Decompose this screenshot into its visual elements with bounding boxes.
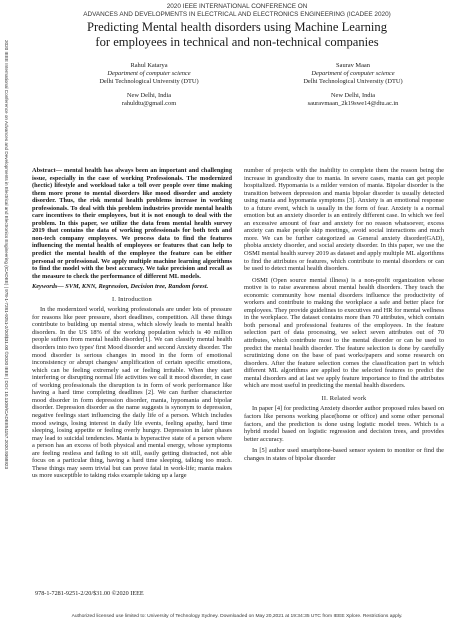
section-heading-introduction: I. Introduction [112, 295, 152, 303]
title-line2: for employees in technical and non-technical companies [95, 34, 379, 49]
license-footer: Authorized licensed use limited to: University of Technology Sydney. Downloaded on May 20,2021 at 19:34:35 UTC from IEEE Xplore. Restrictions apply. [71, 614, 403, 619]
author-department: Department of computer science [107, 69, 191, 77]
author-name: Rahul Katarya [130, 62, 168, 69]
related-work-paragraph-2: In [5] author used smartphone-based sensor system to monitor or find the changes in states of bipolar disorder [244, 447, 444, 462]
side-citation-strip [1, 40, 10, 600]
keywords: Keywords— SVM, KNN, Regression, Decision tree, Random forest. [32, 283, 209, 291]
side-citation-text: 2020 IEEE International Conference on Advances and Developments in Electrical and Electronics Engineering (ICADEE) | 978-1-7281-9251-2/20/$31.00 ©2020 IEEE | DOI: 10.1109/ICADEE51157.2020.9368923 [4, 40, 9, 470]
author-department: Department of computer science [311, 69, 395, 77]
author-name: Saurav Maan [336, 62, 370, 69]
author-email: rahuldtu@gmail.com [121, 99, 177, 107]
author-city: New Delhi, India [330, 91, 376, 99]
abstract: Abstract— mental health has always been an important and challenging issue, especially in the case of working Professionals. The modernized (hectic) lifestyle and workload take a toll over people over time making them more prone to mental disorders like mood disorder and anxiety disorder. Thus, the risk mental health problems increase in working professionals. To deal with this problem industries provide mental health care incentives to their employees, but it is not enough to deal with the problem. In this paper, we utilize the data from mental health survey 2019 that contains the data of working professionals for both tech and non-tech company employees. We process data to find the features influencing the mental health of employees or features that can help to predict the mental health of the employee the feature can be either personal or professional. We apply multiple machine learning algorithms to find the model with the best accuracy. We take precision and recall as the measure to check the performance of different ML models. [32, 167, 232, 280]
intro-paragraph: In the modernized world, working professionals are under lots of pressure for reasons like peer pressure, short deadlines, competition. All these things contribute to building up mental stress, which slowly leads to mental health disorders. In the US 18% of the working population which is 40 million people suffers from mental health disorder[1]. We can classify mental health disorders into two types' first Mood disorder and second Anxiety disorder. The mood disorder is serious changes in mood in the form of emotional inconsistency or abrupt changes/ amplification of certain specific emotions, which can be feeling extremely sad or feeling irritable. When they start interfering or disrupting normal life activities we call it mood disorder, in case of working professionals the disruption is in form of work performance like having a hard time completing deadlines [2]. We can further characterize mood disorder in form depression disorder, mania, hypomania and bipolar disorder. Depression disorder as the name suggests is synonym to depression, negative feelings start influencing the daily life of a person. Which includes mood swings, losing interest in daily life events, feeling apathy, hard time sleeping, losing appetite or feeling overly hungry. Depression in later phases may lead to suicidal tendencies. Mania is hyperactive state of a person where a person has an excess of both physical and mental energy, whose symptoms are feeling restless and failing to sit still, easily getting distracted, not able focus on a particular thing, having a hard time sleeping, talking too much. These things may seem trivial but can prove fatal in work-life; mania makes us more susceptible to taking risks example taking up a large [32, 306, 232, 480]
author-block-1 [64, 62, 234, 108]
conference-header-line1: 2020 IEEE INTERNATIONAL CONFERENCE ON [166, 3, 308, 10]
conference-header-line2: ADVANCES AND DEVELOPMENTS IN ELECTRICAL AND ELECTRONICS ENGINEERING (ICADEE 2020) [83, 10, 391, 18]
right-column [244, 167, 444, 462]
author-city: New Delhi, India [126, 91, 172, 99]
related-work-paragraph-1: In paper [4] for predicting Anxiety disorder author proposed rules based on factors like persons working place(home or office) and some other personal factors, and the prediction is done using logistic model trees. Which is a hybrid model based on logistic regression and decision trees, and provides better accuracy. [244, 405, 444, 443]
author-organization: Delhi Technological University (DTU) [99, 77, 199, 85]
author-email: sauravmaan_2k19swe14@dtu.ac.in [307, 99, 399, 107]
title-line1: Predicting Mental health disorders using Machine Learning [86, 20, 388, 34]
author-organization: Delhi Technological University (DTU) [303, 77, 403, 85]
isbn-line: 978-1-7281-9251-2/20/$31.00 ©2020 IEEE [35, 590, 144, 597]
author-block-2 [268, 62, 438, 108]
osmi-paragraph: OSMI (Open source mental illness) is a non-profit organization whose motive is to raise awareness about mental health disorders. They teach the economic community how mental disorders influence the productivity of workers and contribute to making the workplace a safe and better place for employees. They provide guidelines to executives and HR for mental wellness in the workplace. The dataset contains more than 70 attributes, which contain both personal and professional features of the employees. In the feature selection part of data processing, we select seven attributes out of 70 attributes, which contribute most to the mental disorder or can be used to predict the mental health disorder. The feature selection is done by carefully scrutinizing done on the base of past works/papers and some research on disorders. After the feature selection comes the classification part in which different ML algorithms are applied to the selected features to predict the mental disorders and at last we apply feature importance to find the attributes which are most useful in predicting the mental health disorders. [244, 276, 444, 390]
left-column [32, 167, 232, 480]
paper-title [30, 20, 444, 49]
section-heading-related-work: II. Related work [321, 394, 367, 402]
intro-paragraph-continued: number of projects with the inability to complete them the reason being the increase in grandiosity due to mania. In severe cases, mania can get people hospitalized. Hypomania is a milder version of mania. Bipolar disorder is the transition between depression and mania bipolar disorder is usually detected using mania and hypomania symptoms [3]. Anxiety is an emotional response to a future event, which is usually in the form of fear. Anxiety is a normal emotion but an anxiety disorder is an entirely different case. In which we feel an excessive amount of fear and anxiety for no reason whatsoever, excess anxiety can make people skip meetings, avoid social interactions and much more. We can be further categorized as General anxiety disorder(GAD), phobia anxiety disorder, and social anxiety disorder. In this paper, we use the OSMI mental health survey 2019 as dataset and apply multiple ML algorithms to find the attributes or features, which contribute to mental disorders or can be used to detect mental health disorders. [244, 167, 444, 273]
